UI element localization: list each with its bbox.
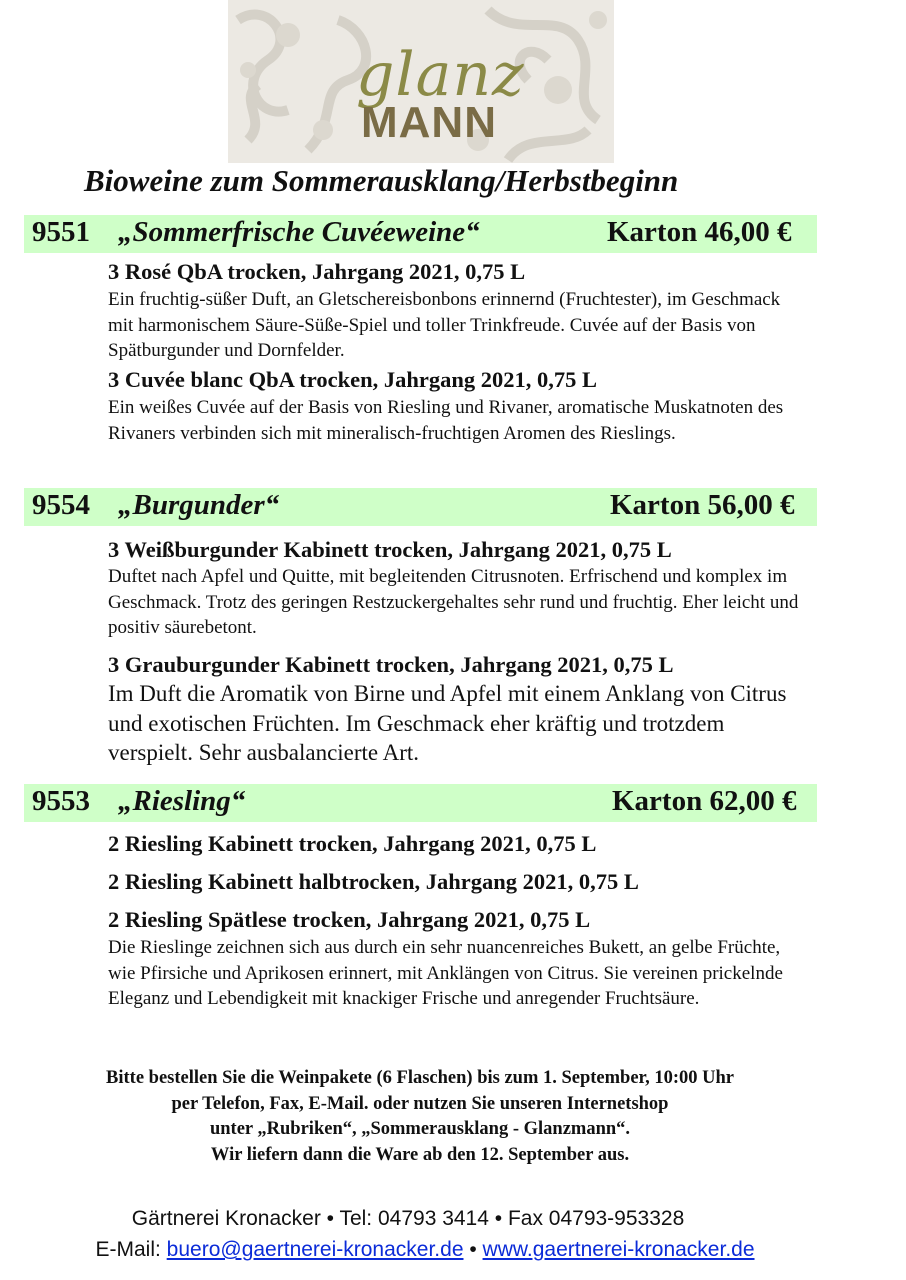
- wine-description: Die Rieslinge zeichnen sich aus durch ein sehr nuancenreiches Bukett, an gelbe Früchte, wie Pfirsiche und Aprikosen erinnert, mit Anklängen von Citrus. Sie vereinen prickelnde Eleganz und Lebendigkeit mit knackiger Frische und anregender Fruchtsäure.: [108, 937, 783, 1009]
- package-number: 9553: [32, 785, 90, 817]
- glanzmann-logo: [228, 0, 614, 163]
- wine-heading: 2 Riesling Spätlese trocken, Jahrgang 2021, 0,75 L: [108, 907, 591, 932]
- package-price: Karton 62,00 €: [612, 785, 797, 817]
- logo-mann-text: MANN: [361, 98, 497, 147]
- package-header-9554: [24, 488, 817, 526]
- wine-heading: 2 Riesling Kabinett halbtrocken, Jahrgang 2021, 0,75 L: [108, 869, 639, 894]
- riesling-description-clip: [108, 935, 818, 1030]
- package-header-9553: [24, 784, 817, 822]
- package-name: „Sommerfrische Cuvéeweine“: [118, 216, 480, 248]
- wine-heading: 3 Rosé QbA trocken, Jahrgang 2021, 0,75 L: [108, 259, 526, 284]
- package-name: „Riesling“: [118, 785, 246, 817]
- separator: •: [469, 1238, 477, 1261]
- order-note-line: unter „Rubriken“, „Sommerausklang - Glanzmann“.: [209, 1119, 631, 1139]
- wine-heading: 2 Riesling Kabinett trocken, Jahrgang 2021, 0,75 L: [108, 831, 597, 856]
- contact-links: [0, 1238, 850, 1262]
- email-label: E-Mail:: [95, 1238, 161, 1261]
- package-price: Karton 46,00 €: [607, 216, 792, 248]
- wine-description: Ein weißes Cuvée auf der Basis von Riesling und Rivaner, aromatische Muskatnoten des Rivaners verbinden sich mit mineralisch-fruchtigen Aromen des Rieslings.: [108, 397, 784, 444]
- wine-heading: 3 Weißburgunder Kabinett trocken, Jahrgang 2021, 0,75 L: [108, 537, 672, 562]
- package-name: „Burgunder“: [118, 489, 280, 521]
- page-title: Bioweine zum Sommerausklang/Herbstbeginn: [84, 163, 679, 198]
- package-header-9551: [24, 215, 817, 253]
- wine-description: Ein fruchtig-süßer Duft, an Gletschereisbonbons erinnernd (Fruchtester), im Geschmack mit harmonischem Säure-Süße-Spiel und toller Trinkfreude. Cuvée auf der Basis von Spätburgunder und Dornfelder.: [108, 289, 781, 361]
- logo-glanz-text: glanz: [356, 40, 525, 110]
- package-number: 9554: [32, 489, 90, 521]
- wine-heading: 3 Grauburgunder Kabinett trocken, Jahrgang 2021, 0,75 L: [108, 652, 674, 677]
- order-note: [0, 1066, 840, 1168]
- package-price: Karton 56,00 €: [610, 489, 795, 521]
- wine-heading: 3 Cuvée blanc QbA trocken, Jahrgang 2021, 0,75 L: [108, 367, 597, 392]
- order-note-line: per Telefon, Fax, E-Mail. oder nutzen Sie unseren Internetshop: [171, 1093, 669, 1114]
- website-link[interactable]: www.gaertnerei-kronacker.de: [482, 1238, 755, 1261]
- order-note-line: Wir liefern dann die Ware ab den 12. September aus.: [210, 1144, 630, 1165]
- package-number: 9551: [32, 216, 90, 248]
- contact-line: Gärtnerei Kronacker • Tel: 04793 3414 • Fax 04793-953328: [131, 1207, 685, 1230]
- wine-description: Im Duft die Aromatik von Birne und Apfel mit einem Anklang von Citrus und exotischen Früchten. Im Geschmack eher kräftig und trotzdem verspielt. Sehr ausbalancierte Art.: [108, 681, 787, 765]
- wine-description: Duftet nach Apfel und Quitte, mit begleitenden Citrusnoten. Erfrischend und komplex im Geschmack. Trotz des geringen Restzuckergehaltes sehr rund und fruchtig. Eher leicht und positiv säurebetont.: [108, 566, 799, 638]
- email-link[interactable]: buero@gaertnerei-kronacker.de: [166, 1238, 464, 1261]
- order-note-line: Bitte bestellen Sie die Weinpakete (6 Flaschen) bis zum 1. September, 10:00 Uhr: [106, 1068, 734, 1088]
